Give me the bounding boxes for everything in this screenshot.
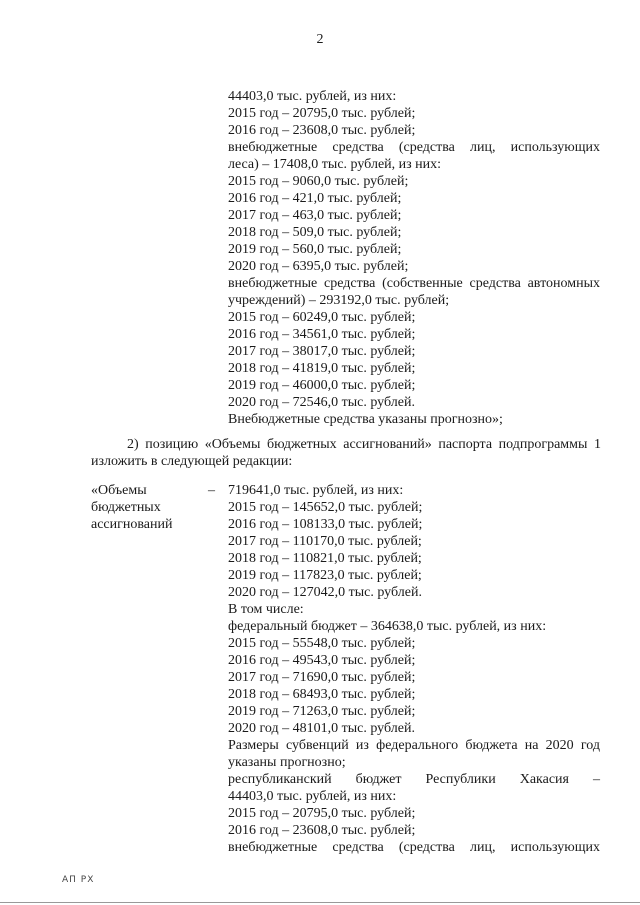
text-line: 2018 год – 41819,0 тыс. рублей; [228,361,416,376]
budget-allocations-block [228,482,600,856]
text-line: 2016 год – 421,0 тыс. рублей; [228,191,402,206]
amendment-paragraph [91,436,601,470]
text-line: В том числе: [228,602,304,617]
text-line: Внебюджетные средства указаны прогнозно»; [228,412,503,427]
bottom-edge-line [0,902,640,903]
position-label [91,482,206,533]
text-line: 2018 год – 110821,0 тыс. рублей; [228,551,422,566]
text-line: внебюджетные средства (собственные средства автономных [228,276,600,291]
text-line: 2016 год – 23608,0 тыс. рублей; [228,823,416,838]
text-line: указаны прогнозно; [228,755,346,770]
label-dash: – [208,483,215,498]
text-line: 2016 год – 23608,0 тыс. рублей; [228,123,416,138]
text-line: 2018 год – 68493,0 тыс. рублей; [228,687,416,702]
text-line: 2020 год – 6395,0 тыс. рублей; [228,259,409,274]
text-line: 2017 год – 38017,0 тыс. рублей; [228,344,416,359]
text-line: 2020 год – 72546,0 тыс. рублей. [228,395,415,410]
text-line: 2017 год – 463,0 тыс. рублей; [228,208,402,223]
text-line: 2020 год – 127042,0 тыс. рублей. [228,585,422,600]
text-line: федеральный бюджет – 364638,0 тыс. рублей, из них: [228,619,547,634]
text-line: внебюджетные средства (средства лиц, использующих [228,140,600,155]
label-line: «Объемы [91,483,147,498]
text-line: 2015 год – 60249,0 тыс. рублей; [228,310,416,325]
text-line: леса) – 17408,0 тыс. рублей, из них: [228,157,442,172]
text-line: 2015 год – 20795,0 тыс. рублей; [228,806,416,821]
text-line: 2017 год – 71690,0 тыс. рублей; [228,670,416,685]
text-line: 2016 год – 49543,0 тыс. рублей; [228,653,416,668]
label-line: бюджетных [91,500,161,515]
text-line: 44403,0 тыс. рублей, из них: [228,89,397,104]
text-line: 719641,0 тыс. рублей, из них: [228,483,404,498]
label-line: ассигнований [91,517,173,532]
text-line: 44403,0 тыс. рублей, из них: [228,789,397,804]
text-line: республиканский бюджет Республики Хакасия – [228,772,600,787]
text-line: 2018 год – 509,0 тыс. рублей; [228,225,402,240]
text-line: 2017 год – 110170,0 тыс. рублей; [228,534,422,549]
text-line: 2015 год – 55548,0 тыс. рублей; [228,636,416,651]
page-number: 2 [316,32,324,47]
text-line: 2015 год – 9060,0 тыс. рублей; [228,174,409,189]
text-line: 2019 год – 46000,0 тыс. рублей; [228,378,416,393]
text-line: 2020 год – 48101,0 тыс. рублей. [228,721,415,736]
paragraph-line-2: изложить в следующей редакции: [91,454,293,469]
footer-mark: АП РХ [62,875,95,885]
text-line: внебюджетные средства (средства лиц, использующих [228,840,600,855]
text-line: 2016 год – 108133,0 тыс. рублей; [228,517,423,532]
text-line: Размеры субвенций из федерального бюджета на 2020 год [228,738,600,753]
paragraph-line-1: 2) позицию «Объемы бюджетных ассигнований» паспорта подпрограммы 1 [127,437,601,452]
text-line: 2016 год – 34561,0 тыс. рублей; [228,327,416,342]
text-line: учреждений) – 293192,0 тыс. рублей; [228,293,450,308]
text-line: 2019 год – 117823,0 тыс. рублей; [228,568,422,583]
budget-continuation-block [228,88,600,428]
text-line: 2019 год – 560,0 тыс. рублей; [228,242,402,257]
text-line: 2015 год – 20795,0 тыс. рублей; [228,106,416,121]
text-line: 2015 год – 145652,0 тыс. рублей; [228,500,423,515]
text-line: 2019 год – 71263,0 тыс. рублей; [228,704,416,719]
